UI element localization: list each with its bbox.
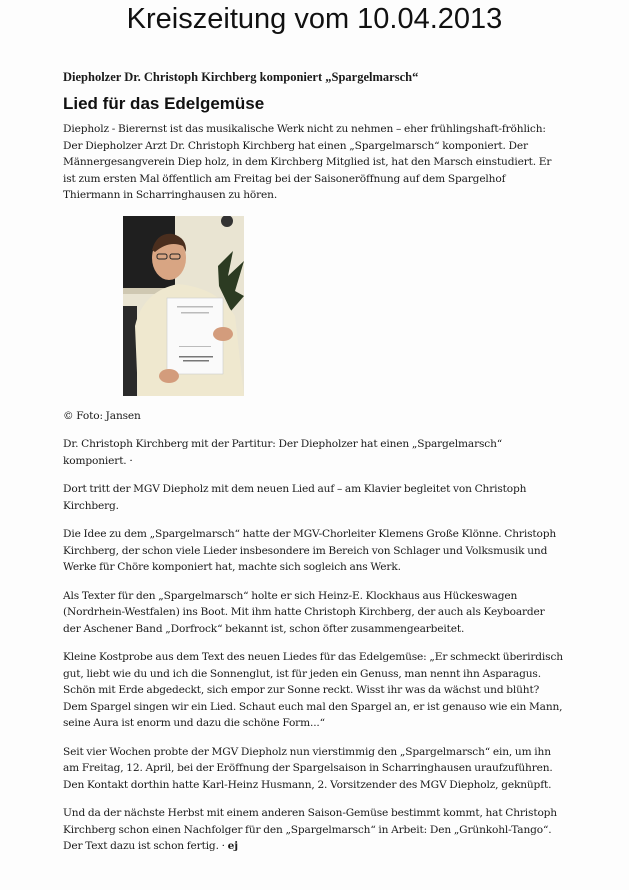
article-lead: Diepholz - Bierernst ist das musikalische Werk nicht zu nehmen – eher frühlingshaft-fröhlich: Der Diepholzer Arzt Dr. Christoph Kirchberg hat einen „Spargelmarsch“ komponiert. Der Männergesangverein Diep holz, in dem Kirchberg Mitglied ist, hat den Marsch einstudiert. Er ist zum ersten Mal öffentlich am Freitag bei der Saisoneröffnung auf dem Spargelhof Thiermann in Scharringhausen zu hören.	[63, 123, 552, 201]
closing-text: Und da der nächste Herbst mit einem anderen Saison-Gemüse bestimmt kommt, hat Christoph Kirchberg schon einen Nachfolger für den „Spargelmarsch“ in Arbeit: Den „Grünkohl-Tango“. Der Text dazu ist schon fertig. ·	[63, 807, 557, 852]
article-paragraph: Die Idee zu dem „Spargelmarsch“ hatte der MGV-Chorleiter Klemens Große Klönne. Christoph Kirchberg, der schon viele Lieder insbesondere im Bereich von Schlager und Volksmusik und Werke für Chöre komponiert hat, machte sich sogleich ans Werk.	[63, 528, 557, 573]
article	[63, 69, 563, 867]
article-paragraph: Als Texter für den „Spargelmarsch“ holte er sich Heinz-E. Klockhaus aus Hückeswagen (Nordrhein-Westfalen) ins Boot. Mit ihm hatte Christoph Kirchberg, der auch als Keyboarder der Aschener Band „Dorfrock“ bekannt ist, schon öfter zusammengearbeitet.	[63, 589, 545, 635]
author-signature: ej	[227, 840, 238, 852]
masthead-title: Kreiszeitung vom 10.04.2013	[126, 3, 503, 35]
photo-man-holding-score	[123, 216, 244, 396]
photo-credit: © Foto: Jansen	[63, 409, 141, 422]
article-kicker: Diepholzer Dr. Christoph Kirchberg komponiert „Spargelmarsch“	[63, 70, 419, 84]
article-closing-paragraph	[63, 805, 563, 855]
article-headline: Lied für das Edelgemüse	[63, 94, 265, 113]
article-paragraph: Dort tritt der MGV Diepholz mit dem neuen Lied auf – am Klavier begleitet von Christoph Kirchberg.	[63, 483, 527, 512]
photo-caption: Dr. Christoph Kirchberg mit der Partitur: Der Diepholzer hat einen „Spargelmarsch“ komponiert. ·	[63, 438, 503, 467]
article-paragraph: Seit vier Wochen probte der MGV Diepholz nun vierstimmig den „Spargelmarsch“ ein, um ihn am Freitag, 12. April, bei der Eröffnung der Spargelsaison in Scharringhausen uraufzuführen. Den Kontakt dorthin hatte Karl-Heinz Husmann, 2. Vorsitzender des MGV Diepholz, geknüpft.	[63, 745, 553, 791]
article-photo	[123, 216, 244, 396]
article-paragraph: Kleine Kostprobe aus dem Text des neuen Liedes für das Edelgemüse: „Er schmeckt überirdisch gut, liebt wie du und ich die Sonnenglut, ist für jeden ein Genuss, man nennt ihn Asparagus. Schön mit Erde abgedeckt, sich empor zur Sonne reckt. Wisst ihr was da wächst und blüht? Dem Spargel singen wir ein Lied. Schaut euch mal den Spargel an, er ist genauso wie ein Mann, seine Aura ist enorm und dazu die schöne Form...“	[63, 651, 563, 729]
